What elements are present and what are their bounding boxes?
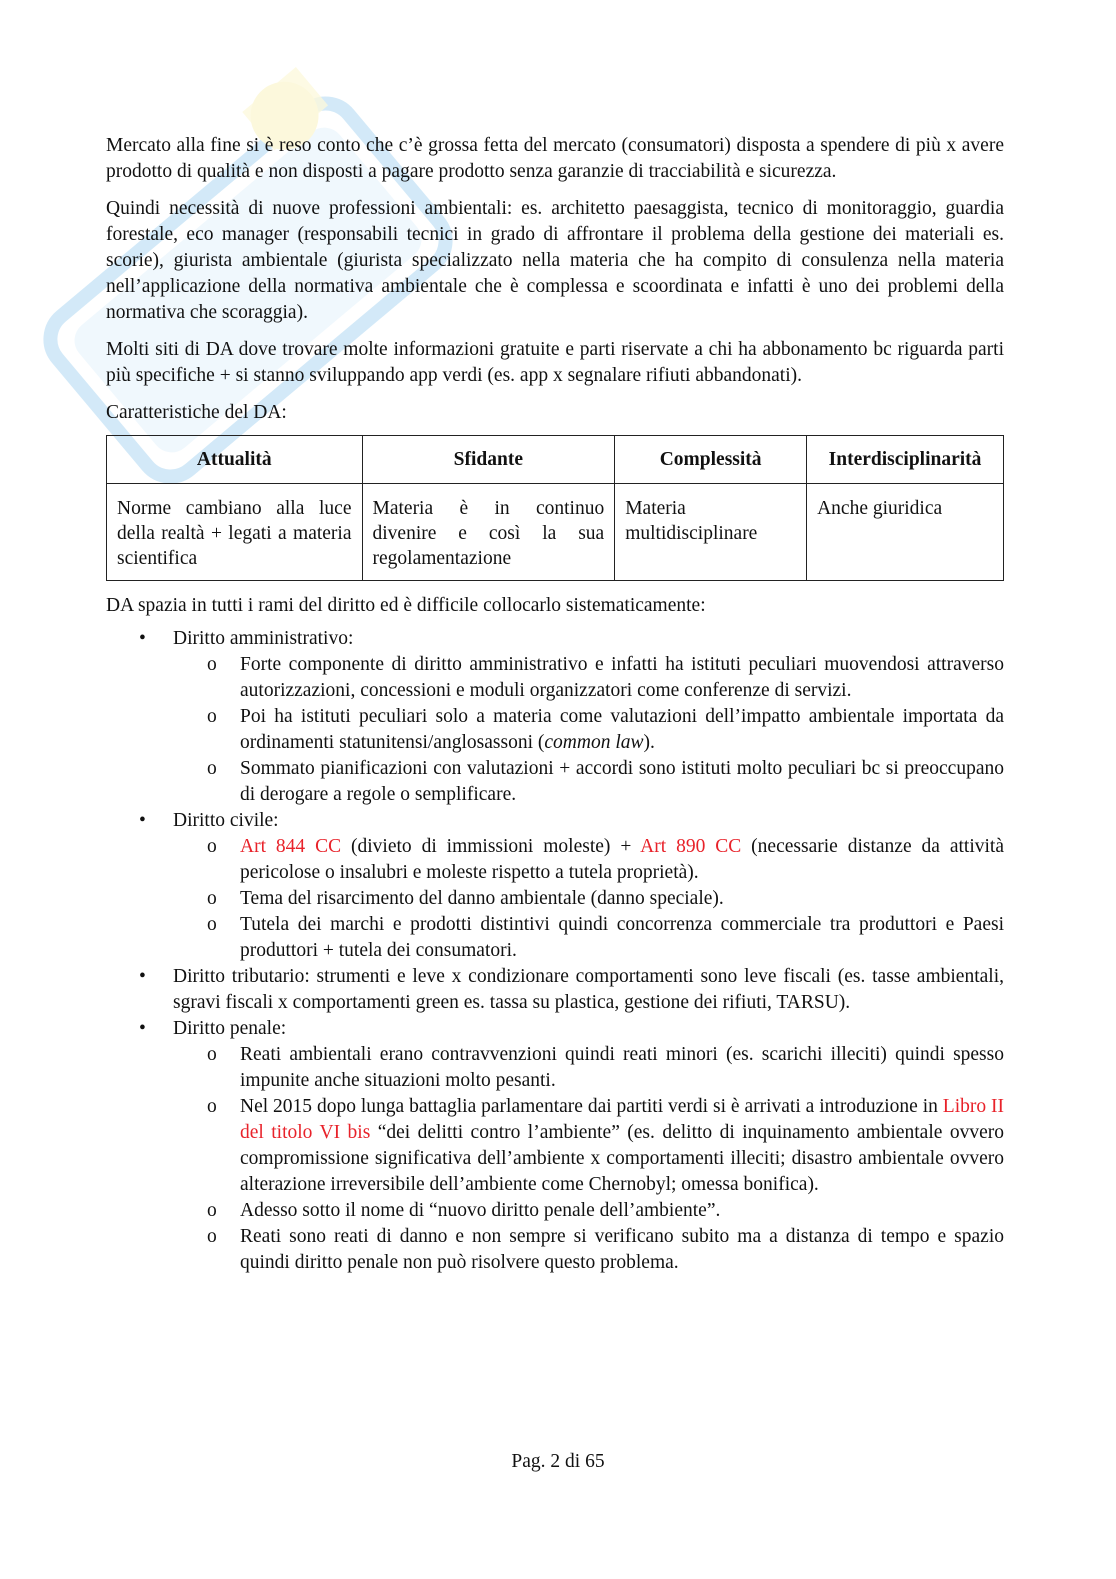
characteristics-table [106, 435, 1004, 581]
sub-bullet-icon: o [207, 1096, 217, 1117]
sub-bullet-icon: o [207, 914, 217, 935]
sub-list-item: o Adesso sotto il nome di “nuovo diritto penale dell’ambiente”. [106, 1198, 1004, 1224]
bullet-icon: • [139, 810, 146, 831]
table-header-cell: Complessità [615, 436, 807, 484]
paragraph-list-intro: DA spazia in tutti i rami del diritto ed è difficile collocarlo sistematicamente: [106, 595, 706, 616]
table-header-row [107, 436, 1004, 484]
legal-reference-link[interactable]: Libro II del titolo VI bis [240, 1096, 1004, 1143]
sub-list [173, 652, 1004, 808]
law-branches-list [106, 626, 1004, 1276]
sub-list-item: o Art 844 CC (divieto di immissioni moleste) + Art 890 CC (necessarie distanze da attività pericolose o insalubri e moleste rispetto a tutela proprietà). [207, 836, 1004, 883]
bullet-icon: • [139, 966, 146, 987]
sub-bullet-icon: o [207, 888, 217, 909]
list-item [106, 964, 1004, 1016]
sub-list-item: o Tutela dei marchi e prodotti distintivi quindi concorrenza commerciale tra produttori e Paesi produttori + tutela dei consumatori. [207, 914, 1004, 961]
legal-reference-link[interactable]: Art 844 CC [240, 836, 342, 857]
sub-bullet-icon: o [207, 836, 217, 857]
document-body [106, 133, 1004, 1276]
page-number: Pag. 2 di 65 [511, 1451, 605, 1472]
sub-bullet-icon: o [207, 654, 217, 675]
paragraph-table-intro: Caratteristiche del DA: [106, 402, 287, 423]
table-cell: Anche giuridica [807, 484, 1004, 581]
sub-list-item: o Tema del risarcimento del danno ambientale (danno speciale). [106, 886, 1004, 912]
list-item [106, 1016, 1004, 1276]
sub-list-item: o Nel 2015 dopo lunga battaglia parlamentare dai partiti verdi si è arrivati a introduzione in Libro II del titolo VI bis “dei delitti contro l’ambiente” (es. delitto di inquinamento ambientale ovvero compromissione significativa dell’ambiente x comportamenti illeciti; disastro ambientale ovvero alterazione irreversibile dell’ambiente come Chernobyl; omessa bonifica). [207, 1096, 1004, 1195]
list-item-label: Diritto tributario: strumenti e leve x condizionare comportamenti sono leve fiscali (es. tasse ambientali, sgravi fiscali x comportamenti green es. tassa su plastica, gestione dei rifiuti, TARSU). [173, 966, 1004, 1013]
table-header-cell: Attualità [107, 436, 363, 484]
table-cell: Materia è in continuo divenire e così la sua regolamentazione [362, 484, 615, 581]
legal-reference-link[interactable]: Art 890 CC [640, 836, 742, 857]
table-header-cell: Interdisciplinarità [807, 436, 1004, 484]
paragraph-professions: Quindi necessità di nuove professioni ambientali: es. architetto paesaggista, tecnico di monitoraggio, guardia forestale, eco manager (responsabili tecnici in grado di affrontare il problema della gestione dei materiali es. scorie), giurista ambientale (giurista specializzato nella materia che ha compito di consulenza nella materia nell’applicazione della normativa ambientale che è complessa e scoordinata e infatti è uno dei problemi della normativa che scoraggia). [106, 198, 1004, 323]
paragraph-market: Mercato alla fine si è reso conto che c’è grossa fetta del mercato (consumatori) disposta a spendere di più x avere prodotto di qualità e non disposti a pagare prodotto senza garanzie di tracciabilità e sicurezza. [106, 135, 1004, 182]
list-item [106, 626, 1004, 808]
sub-list-item: o Reati sono reati di danno e non sempre si verificano subito ma a distanza di tempo e spazio quindi diritto penale non può risolvere questo problema. [207, 1226, 1004, 1273]
list-item [106, 808, 1004, 964]
table-cell: Norme cambiano alla luce della realtà + legati a materia scientifica [107, 484, 363, 581]
sub-bullet-icon: o [207, 1044, 217, 1065]
list-item-label: Diritto civile: [173, 810, 279, 831]
list-item-label: Diritto penale: [173, 1018, 287, 1039]
emphasis-text: common law [544, 732, 644, 753]
sub-bullet-icon: o [207, 1200, 217, 1221]
sub-bullet-icon: o [207, 706, 217, 727]
sub-list-item: o Poi ha istituti peculiari solo a materia come valutazioni dell’impatto ambientale importata da ordinamenti statunitensi/anglosassoni (common law). [207, 706, 1004, 753]
sub-list-item: o Sommato pianificazioni con valutazioni + accordi sono istituti molto peculiari bc si preoccupano di derogare a regole o semplificare. [207, 758, 1004, 805]
bullet-icon: • [139, 1018, 146, 1039]
sub-list-item: o Forte componente di diritto amministrativo e infatti ha istituti peculiari muovendosi attraverso autorizzazioni, concessioni e moduli organizzatori come conferenze di servizi. [207, 654, 1004, 701]
sub-list [173, 834, 1004, 964]
sub-bullet-icon: o [207, 1226, 217, 1247]
sub-bullet-icon: o [207, 758, 217, 779]
list-item-label: Diritto amministrativo: [173, 628, 354, 649]
bullet-icon: • [139, 628, 146, 649]
sub-list [173, 1042, 1004, 1276]
paragraph-websites: Molti siti di DA dove trovare molte informazioni gratuite e parti riservate a chi ha abbonamento bc riguarda parti più specifiche + si stanno sviluppando app verdi (es. app x segnalare rifiuti abbandonati). [106, 339, 1004, 386]
table-cell: Materia multidisciplinare [615, 484, 807, 581]
sub-list-item: o Reati ambientali erano contravvenzioni quindi reati minori (es. scarichi illeciti) quindi spesso impunite anche situazioni molto pesanti. [207, 1044, 1004, 1091]
table-row [107, 484, 1004, 581]
table-header-cell: Sfidante [362, 436, 615, 484]
